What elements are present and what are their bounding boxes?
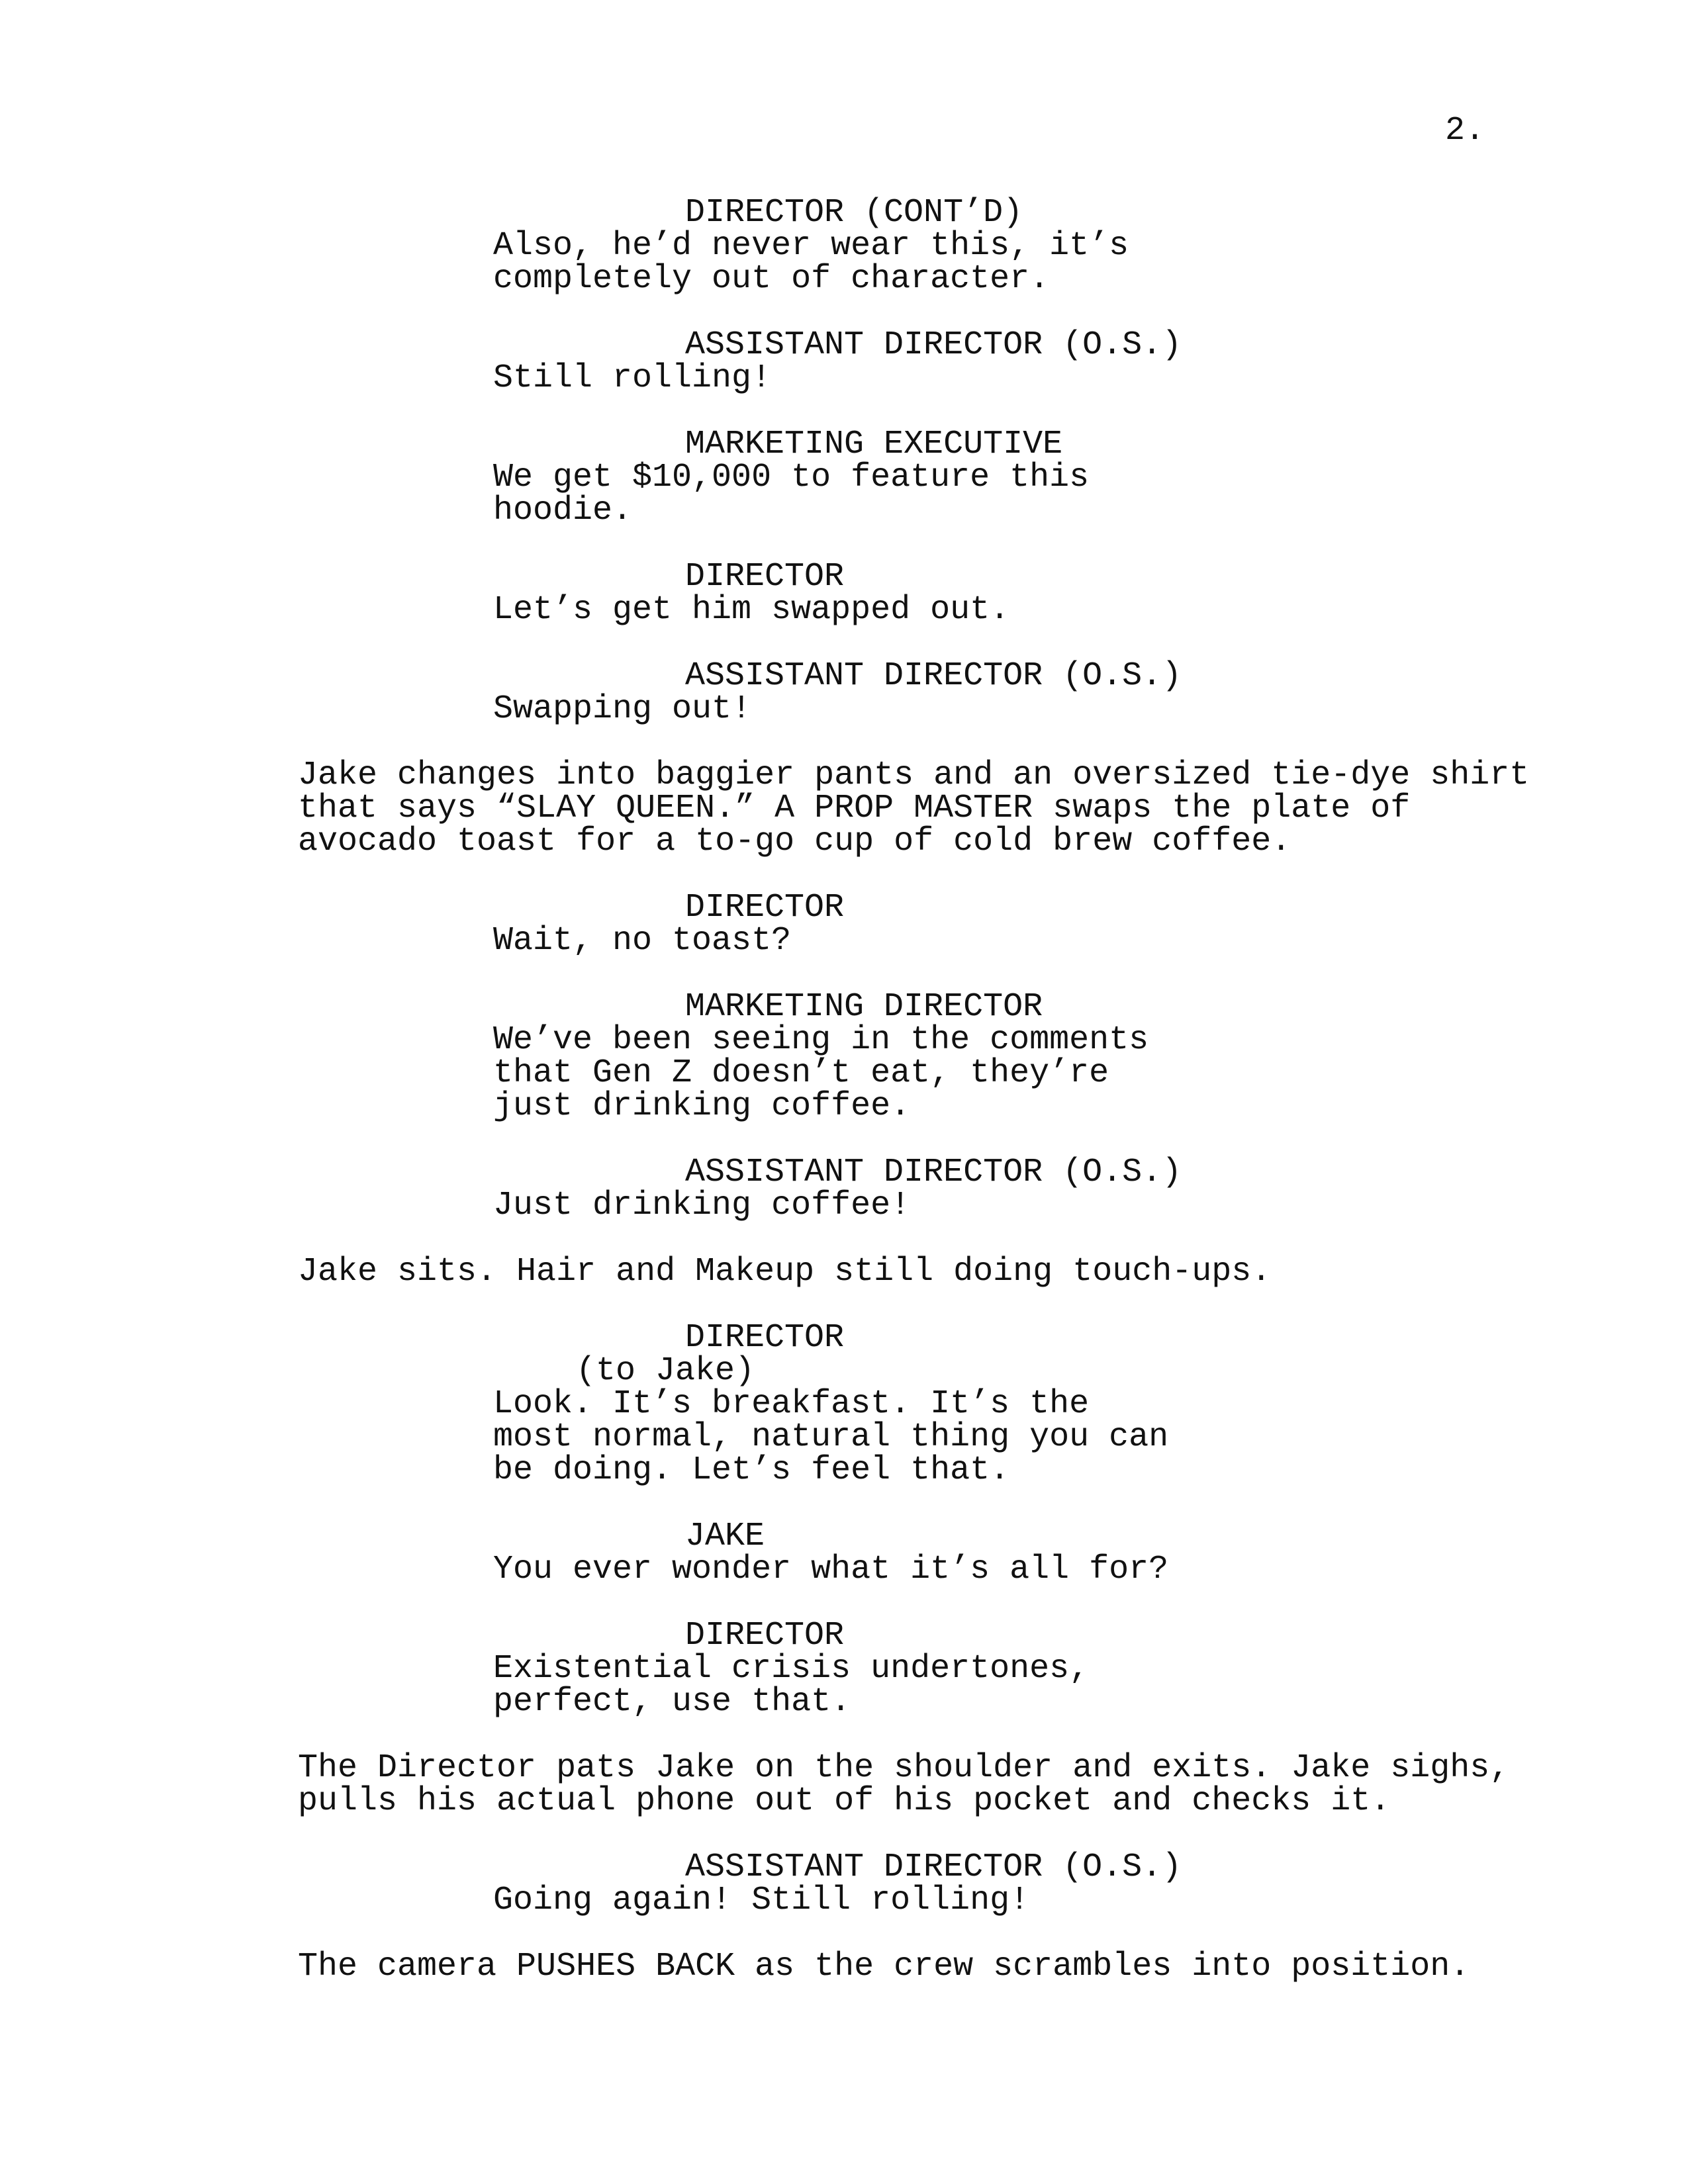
dialogue-line: most normal, natural thing you can bbox=[493, 1418, 1169, 1456]
dialogue-block bbox=[298, 558, 1589, 629]
dialogue-line: Going again! Still rolling! bbox=[493, 1882, 1030, 1919]
dialogue-block bbox=[298, 326, 1589, 397]
dialogue-line: Still rolling! bbox=[493, 359, 772, 397]
dialogue-block bbox=[298, 1156, 1589, 1222]
dialogue-line: Swapping out! bbox=[493, 690, 752, 728]
action-line: avocado toast for a to-go cup of cold brew coffee. bbox=[298, 823, 1291, 860]
dialogue-block bbox=[298, 988, 1589, 1125]
action-line: Jake sits. Hair and Makeup still doing touch-ups. bbox=[298, 1253, 1272, 1291]
dialogue-block bbox=[298, 428, 1589, 527]
dialogue-line: You ever wonder what it’s all for? bbox=[493, 1551, 1169, 1588]
dialogue-line: Look. It’s breakfast. It’s the bbox=[493, 1385, 1090, 1423]
dialogue-block bbox=[298, 891, 1589, 958]
dialogue-line: We get $10,000 to feature this bbox=[493, 459, 1090, 496]
action-block bbox=[298, 756, 1589, 860]
dialogue-line: completely out of character. bbox=[493, 260, 1050, 298]
page-number: 2. bbox=[1445, 112, 1485, 150]
dialogue-block bbox=[298, 1619, 1589, 1719]
dialogue-line: Just drinking coffee! bbox=[493, 1187, 911, 1224]
action-block bbox=[298, 1950, 1589, 1983]
dialogue-line: Let’s get him swapped out. bbox=[493, 591, 1010, 629]
action-block bbox=[298, 1749, 1589, 1820]
dialogue-line: Also, he’d never wear this, it’s bbox=[493, 227, 1129, 265]
character-name: ASSISTANT DIRECTOR (O.S.) bbox=[685, 657, 1182, 695]
dialogue-line: be doing. Let’s feel that. bbox=[493, 1451, 1010, 1489]
dialogue-block bbox=[298, 1520, 1589, 1586]
character-name: ASSISTANT DIRECTOR (O.S.) bbox=[685, 1848, 1182, 1886]
action-line: Jake changes into baggier pants and an oversized tie-dye shirt bbox=[298, 756, 1530, 794]
character-name: DIRECTOR bbox=[685, 1617, 845, 1655]
action-line: that says “SLAY QUEEN.” A PROP MASTER swaps the plate of bbox=[298, 790, 1411, 827]
dialogue-line: just drinking coffee. bbox=[493, 1087, 911, 1125]
dialogue-line: that Gen Z doesn’t eat, they’re bbox=[493, 1054, 1109, 1092]
character-name: ASSISTANT DIRECTOR (O.S.) bbox=[685, 326, 1182, 364]
dialogue-line: perfect, use that. bbox=[493, 1683, 851, 1721]
dialogue-line: We’ve been seeing in the comments bbox=[493, 1021, 1149, 1059]
dialogue-line: hoodie. bbox=[493, 492, 633, 529]
dialogue-block bbox=[298, 1848, 1589, 1919]
dialogue-block bbox=[298, 194, 1589, 298]
parenthetical: (to Jake) bbox=[576, 1352, 755, 1390]
action-line: The Director pats Jake on the shoulder and exits. Jake sighs, bbox=[298, 1749, 1510, 1787]
character-name: MARKETING EXECUTIVE bbox=[685, 426, 1063, 463]
character-name: DIRECTOR bbox=[685, 558, 845, 596]
character-name: ASSISTANT DIRECTOR (O.S.) bbox=[685, 1154, 1182, 1191]
character-name: JAKE bbox=[685, 1518, 765, 1555]
dialogue-block bbox=[298, 1319, 1589, 1489]
action-block bbox=[298, 1255, 1589, 1289]
dialogue-line: Wait, no toast? bbox=[493, 922, 792, 960]
action-line: The camera PUSHES BACK as the crew scrambles into position. bbox=[298, 1948, 1470, 1985]
dialogue-line: Existential crisis undertones, bbox=[493, 1650, 1090, 1688]
dialogue-block bbox=[298, 657, 1589, 728]
character-name: DIRECTOR bbox=[685, 889, 845, 927]
character-name: DIRECTOR bbox=[685, 1319, 845, 1357]
character-name: MARKETING DIRECTOR bbox=[685, 988, 1043, 1026]
script-body bbox=[298, 194, 1589, 2017]
action-line: pulls his actual phone out of his pocket and checks it. bbox=[298, 1782, 1391, 1820]
character-name: DIRECTOR (CONT’D) bbox=[685, 194, 1023, 232]
